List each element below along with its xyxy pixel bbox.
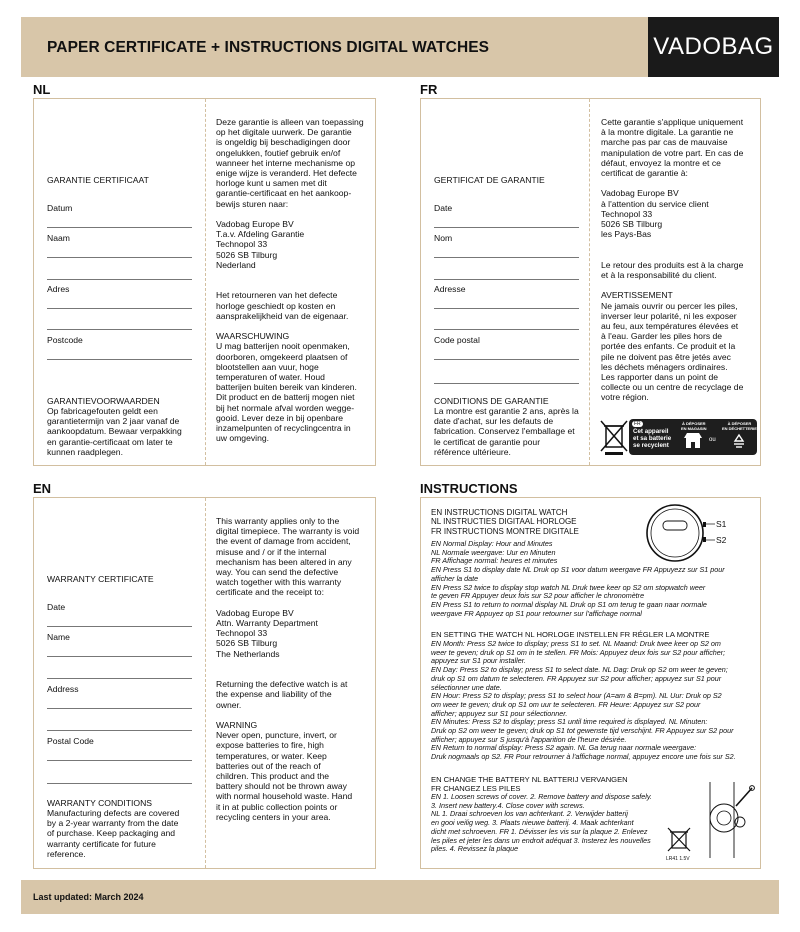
- field-line[interactable]: [434, 279, 579, 280]
- field-label: Postcode: [47, 335, 83, 345]
- field-label: Adres: [47, 284, 70, 294]
- badge-code: FR: [634, 421, 641, 427]
- field-line[interactable]: [47, 783, 192, 784]
- conditions-title: CONDITIONS DE GARANTIE: [434, 396, 549, 406]
- badge-or: ou: [709, 437, 716, 443]
- recycle-arrows-icon: [731, 433, 747, 449]
- panel-divider: [589, 99, 590, 465]
- field-line[interactable]: [434, 329, 579, 330]
- conditions-text: Manufacturing defects are covered by a 2-year warranty from the date of purchase. Keep packaging and warranty certificate for future reference.: [47, 808, 180, 859]
- conditions-title: WARRANTY CONDITIONS: [47, 798, 153, 808]
- field-line[interactable]: [434, 257, 579, 258]
- battery-type-label: LR41 1.5V: [666, 856, 690, 862]
- field-line[interactable]: [47, 656, 192, 657]
- panel-divider: [205, 498, 206, 868]
- field-label: Adresse: [434, 284, 466, 294]
- recycle-badge: [629, 419, 757, 455]
- badge-main: Cet appareil et sa batterie se recyclent: [633, 428, 672, 449]
- panel-divider: [205, 99, 206, 465]
- field-line[interactable]: [434, 383, 579, 384]
- field-line[interactable]: [434, 308, 579, 309]
- field-line[interactable]: [47, 730, 192, 731]
- field-label: Name: [47, 632, 70, 642]
- field-line[interactable]: [434, 227, 579, 228]
- instructions-heading: EN INSTRUCTIONS DIGITAL WATCH NL INSTRUCTIES DIGITAAL HORLOGE FR INSTRUCTIONS MONTRE DIGITALE: [431, 508, 579, 536]
- field-label: Nom: [434, 233, 453, 243]
- field-label: Naam: [47, 233, 70, 243]
- warranty-text: Cette garantie s'applique uniquement à la montre digitale. La garantie ne marche pas par cas de mauvaise manipulation de votre part. En cas de défaut, envoyez la montre et ce certificat de garantie à: Vadobag Europe BV à l'attention du service client Technopol 33 5026 SB Tilburg les Pays-Bas Le retour des produits est à la charge et à la responsabilité du client. AVERTISSEMENT Ne jamais ouvrir ou percer les piles, inverser leur polarité, ni les exposer au feu, aux températures élevées et à l'eau. Garder les piles hors de portée des enfants. Ce produit et la pile ne doivent pas être jetés avec les déchets ménagers ordinaires. Les rapporter dans un point de collecte ou un centre de recyclage de votre région.: [601, 117, 744, 403]
- field-line[interactable]: [47, 626, 192, 627]
- field-line[interactable]: [47, 227, 192, 228]
- field-label: Address: [47, 684, 79, 694]
- battery-heading: EN CHANGE THE BATTERY NL BATTERIJ VERVANGEN FR CHANGEZ LES PILES: [431, 775, 628, 793]
- last-updated: Last updated: March 2024: [33, 892, 144, 902]
- section-label-fr: FR: [420, 82, 438, 97]
- field-line[interactable]: [434, 359, 579, 360]
- warranty-text: This warranty applies only to the digital timepiece. The warranty is void the event of damage from accident, misuse and / or if the internal mechanism has been altered in any way. You can send the defective watch together with this warranty certificate and the receipt to: Vadobag Europe BV Attn. Warranty Department Technopol 33 5026 SB Tilburg The Netherlands Returning the defective watch is at the expense and liability of the owner. WARNING Never open, puncture, invert, or expose batteries to fire, high temperatures, or water. Keep batteries out of the reach of children. This product and the battery should not be thrown away with normal household waste. Hand it in at public collection points or recycling centers in your area.: [216, 516, 360, 822]
- form-title: GARANTIE CERTIFICAAT: [47, 175, 149, 185]
- header: [21, 17, 779, 77]
- field-label: Date: [47, 602, 66, 612]
- button-label-s1: S1: [716, 519, 727, 529]
- display-instructions: EN Normal Display: Hour and Minutes NL Normale weergave: Uur en Minuten FR Affichage normal: heures et minutes EN Press S1 to display date NL Druk op S1 voor datum weergave FR Appuyezz sur S1 pour afficher la date EN Press S2 twice to display stop watch NL Druk twee keer op S2 om stopwatch weer te geven FR Appuyer deux fois sur S2 pour afficher le chronomètre EN Press S1 to return to normal display NL Druk op S1 om terug te gaan naar normale weergave FR Appuyez op S1 pour retourner sur l'affichage normal: [431, 539, 725, 618]
- warranty-text: Deze garantie is alleen van toepassing op het digitale uurwerk. De garantie is ongeldig bij beschadigingen door ongelukken, foutief gebruik en/of wanneer het interne mechanisme op enige wijze is veranderd. Het defecte horloge kunt u samen met dit garantie-certificaat en het aankoop- bewijs sturen naar: Vadobag Europe BV T.a.v. Afdeling Garantie Technopol 33 5026 SB Tilburg Nederland Het retourneren van het defecte horloge geschiedt op kosten en aansprakelijkheid van de eigenaar. WAARSCHUWING U mag batterijen nooit openmaken, doorboren, omgekeerd plaatsen of blootstellen aan vuur, hoge temperaturen of water. Houd batterijen buiten bereik van kinderen. Dit product en de batterij mogen niet bij het normale afval worden wegge- gooid. Lever deze in bij openbare inzamelpunten of recyclingcentra in uw omgeving.: [216, 117, 364, 444]
- conditions-text: Op fabricagefouten geldt een garantietermijn van 2 jaar vanaf de aankoopdatum. Bewaar verpakking en garantie-certificaat om later te kunnen raadplegen.: [47, 406, 182, 457]
- battery-disposal-bin-icon: [667, 826, 691, 854]
- page-title: PAPER CERTIFICATE + INSTRUCTIONS DIGITAL WATCHES: [47, 39, 490, 56]
- field-line[interactable]: [47, 329, 192, 330]
- field-label: Date: [434, 203, 453, 213]
- conditions-text: La montre est garantie 2 ans, après la date d'achat, sur les defauts de fabrication. Conservez l'emballage et le certificat de garantie pour référence ultérieure.: [434, 406, 579, 457]
- panel-fr: [420, 98, 761, 466]
- field-line[interactable]: [47, 359, 192, 360]
- section-label-en: EN: [33, 481, 52, 496]
- field-line[interactable]: [47, 279, 192, 280]
- battery-instructions: EN 1. Loosen screws of cover. 2. Remove battery and dispose safely. 3. Insert new battery.4. Close cover with screws. NL 1. Draai schroeven los van achterkant. 2. Verwijder batterij en gooi veilig weg. 3. Plaats nieuwe batterij. 4. Maak achterkant dicht met schroeven. FR 1. Dévisser les vis sur la plaque 2. Enlevez les piles et jeter les dans un endroit adéquat 3. Insterez les nouvelles piles. 4. Revissez la plaque: [431, 792, 652, 854]
- store-icon: [684, 433, 702, 449]
- field-label: Datum: [47, 203, 73, 213]
- badge-option-store: À DÉPOSER EN MAGASIN: [681, 421, 707, 431]
- badge-option-depot: À DÉPOSER EN DÉCHETTERIE: [722, 421, 757, 431]
- field-label: Code postal: [434, 335, 480, 345]
- field-line[interactable]: [47, 257, 192, 258]
- panel-en: [33, 497, 376, 869]
- panel-instructions: [420, 497, 761, 869]
- setting-instructions: EN Month: Press S2 twice to display; press S1 to set. NL Maand: Druk twee keer op S2 om weer te geven; druk op S1 om in te stellen. FR Mois: Appuyez deux fois sur S2 pour afficher; appuyez sur S1 pour installer. EN Day: Press S2 to display; press S1 to select date. NL Dag: Druk op S2 om weer te geven; druk op S1 om datum te selecteren. FR Appuyez sur S2 pour afficher; appuyez sur S1 pour sélectionner une date. EN Hour: Press S2 to display; press S1 to select hour (A=am & B=pm). NL Uur: Druk op S2 om weer te geven; druk op S1 om uur te selecteren. FR Heure: Appuyez sur S2 pour afficher; appuyez sur S1 pour sélectionner. EN Minutes: Press S2 to display; press S1 until time required is displayed. NL Minuten: Druk op S2 om weer te geven; druk op S1 tot gewenste tijd verschijnt. FR Appuyez sur S2 pour afficher; appuyez sur S jusqu'à l'apparition de l'heure désirée. EN Return to normal display: Press S2 again. NL Ga terug naar normale weergave: Druk nogmaals op S2. FR Pour retrourner à l'affichage normal, appuyez encore une fois sur S2.: [431, 639, 736, 762]
- section-label-nl: NL: [33, 82, 51, 97]
- field-line[interactable]: [47, 760, 192, 761]
- weee-bin-icon: [599, 418, 629, 456]
- field-line[interactable]: [47, 308, 192, 309]
- button-label-s2: S2: [716, 535, 727, 545]
- form-title: WARRANTY CERTIFICATE: [47, 574, 154, 584]
- field-line[interactable]: [47, 708, 192, 709]
- conditions-title: GARANTIEVOORWAARDEN: [47, 396, 160, 406]
- field-label: Postal Code: [47, 736, 94, 746]
- form-title: GERTIFICAT DE GARANTIE: [434, 175, 545, 185]
- brand-logo: VADOBAG: [648, 17, 779, 77]
- setting-heading: EN SETTING THE WATCH NL HORLOGE INSTELLEN FR RÉGLER LA MONTRE: [431, 630, 710, 639]
- section-label-instructions: INSTRUCTIONS: [420, 481, 518, 496]
- field-line[interactable]: [47, 678, 192, 679]
- content-area: [21, 77, 779, 880]
- panel-nl: [33, 98, 376, 466]
